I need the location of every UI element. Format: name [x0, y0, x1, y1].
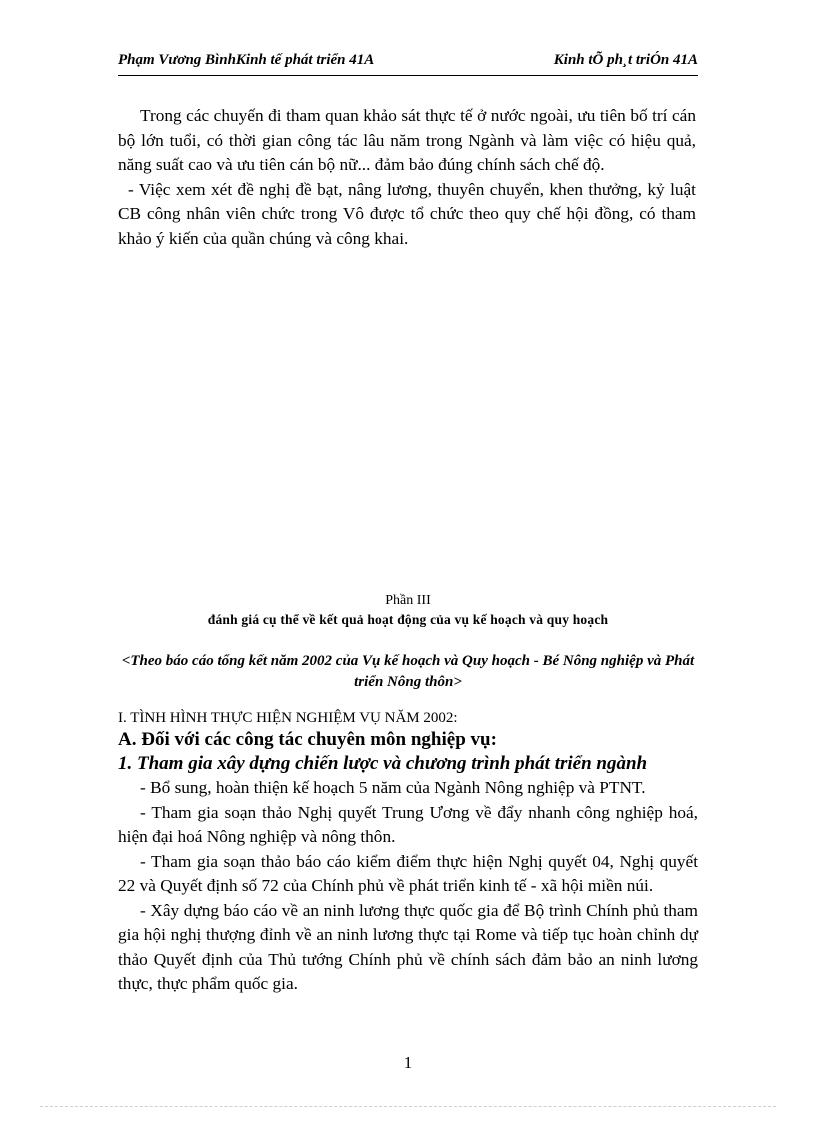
intro-paragraph-1: Trong các chuyến đi tham quan khảo sát thực tế ở nước ngoài, ưu tiên bố trí cán bộ lớn tuổi, có thời gian công tác lâu năm trong Ngành và làm việc có hiệu quả, năng suất cao và ưu tiên cán bộ nữ... đảm bảo đúng chính sách chế độ.: [118, 106, 696, 174]
part-source-note: <Theo báo cáo tổng kết năm 2002 của Vụ kế hoạch và Quy hoạch - Bé Nông nghiệp và Phát triển Nông thôn>: [121, 653, 695, 690]
list-item: - Tham gia soạn thảo Nghị quyết Trung Ương về đẩy nhanh công nghiệp hoá, hiện đại hoá Nông nghiệp và nông thôn.: [118, 802, 698, 846]
header-rule: [118, 75, 698, 76]
header-right: Kinh tÕ ph¸t triÓn 41A: [553, 52, 698, 68]
page-bottom-border: [40, 1106, 776, 1107]
intro-paragraph-2: - Việc xem xét đề nghị đề bạt, nâng lương, thuyên chuyển, khen thưởng, kỷ luật CB công nhân viên chức trong Vô được tổ chức theo quy chế hội đồng, có tham khảo ý kiến của quần chúng và công khai.: [118, 179, 696, 248]
list-item: - Bổ sung, hoàn thiện kế hoạch 5 năm của Ngành Nông nghiệp và PTNT.: [140, 778, 646, 797]
page-number: 1: [403, 1053, 413, 1072]
intro-text: [118, 104, 696, 251]
running-header: [118, 52, 698, 69]
part-number: Phần III: [385, 593, 431, 608]
task-list: [118, 776, 698, 997]
list-item: - Tham gia soạn thảo báo cáo kiểm điểm thực hiện Nghị quyết 04, Nghị quyết 22 và Quyết định số 72 của Chính phủ về phát triển kinh tế - xã hội miền núi.: [118, 851, 698, 895]
roman-heading: I. TÌNH HÌNH THỰC HIỆN NGHIỆM VỤ NĂM 2002:: [118, 710, 458, 726]
heading-1: 1. Tham gia xây dựng chiến lược và chương trình phát triển ngành: [118, 753, 648, 774]
header-left: Phạm Vương BìnhKinh tế phát triển 41A: [118, 52, 375, 68]
heading-a: A. Đối với các công tác chuyên môn nghiệp vụ:: [118, 729, 497, 750]
section-tasks-2002: [118, 708, 698, 997]
part-subtitle: đánh giá cụ thể về kết quả hoạt động của vụ kế hoạch và quy hoạch: [207, 612, 609, 627]
list-item: - Xây dựng báo cáo về an ninh lương thực quốc gia để Bộ trình Chính phủ tham gia hội nghị thượng đỉnh về an ninh lương thực tại Rome và tiếp tục hoàn chỉnh dự thảo Quyết định của Thủ tướng Chính phủ về chính sách đảm bảo an ninh lương thực, thực phẩm quốc gia.: [118, 900, 698, 993]
